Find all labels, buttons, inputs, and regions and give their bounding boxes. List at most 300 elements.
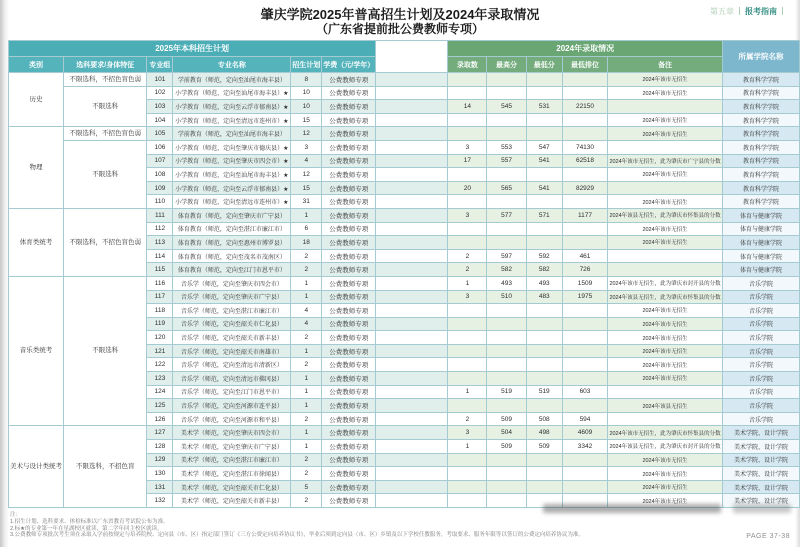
- cell-admitted: 17: [448, 154, 487, 168]
- cell-remark: 2024年该县无招生，此为肇庆市怀集县的分数: [608, 290, 723, 304]
- cell-group: 123: [147, 372, 173, 386]
- cell-major: 美术学（师范，定向至韶关市新丰县）: [173, 494, 291, 508]
- cell-major: 小学教育（师范，定向至清远市连州市）★: [173, 113, 291, 127]
- cell-group: 114: [147, 249, 173, 263]
- cell-college: 美术学院、设计学院: [723, 426, 800, 440]
- cell-remark: 2024年该市无招生，此为肇庆市广宁县的分数: [608, 154, 723, 168]
- cell-admitted: 3: [448, 140, 487, 154]
- cell-min-rank: 594: [562, 412, 607, 426]
- cell-gap: [376, 113, 448, 127]
- cell-selection: 不限选科，不招色盲色弱: [64, 127, 147, 141]
- cell-gap: [376, 426, 448, 440]
- cell-min-score: 541: [526, 154, 562, 168]
- cell-gap: [376, 222, 448, 236]
- cell-major: 音乐学（师范，定向至清远市清新区）: [173, 358, 291, 372]
- cell-plan: 1: [291, 426, 322, 440]
- cell-major: 音乐学（师范，定向至江门市恩平市）: [173, 385, 291, 399]
- cell-min-score: [526, 304, 562, 318]
- admissions-table: [8, 40, 800, 508]
- cell-admitted: 14: [448, 100, 487, 114]
- header-major: 专业名称: [173, 57, 291, 73]
- cell-major: 音乐学（师范，定向至河源市连平县）: [173, 399, 291, 413]
- cell-min-score: [526, 113, 562, 127]
- cell-category: 美术与设计类统考: [9, 426, 64, 508]
- cell-min-score: [526, 480, 562, 494]
- cell-min-score: [526, 127, 562, 141]
- cell-fee: 公费教师专项: [322, 140, 376, 154]
- cell-major: 音乐学（师范，定向至韶关市南雄市）: [173, 344, 291, 358]
- cell-college: 教育科学学院: [723, 195, 800, 209]
- cell-min-rank: [562, 358, 607, 372]
- cell-group: 125: [147, 399, 173, 413]
- cell-plan: 1: [291, 440, 322, 454]
- cell-plan: 1: [291, 385, 322, 399]
- cell-remark: 2024年该市无招生: [608, 222, 723, 236]
- cell-college: 教育科学学院: [723, 113, 800, 127]
- header-group: 专业组: [147, 57, 173, 73]
- cell-fee: 公费教师专项: [322, 181, 376, 195]
- cell-min-score: [526, 86, 562, 100]
- cell-plan: 31: [291, 195, 322, 209]
- cell-group: 119: [147, 317, 173, 331]
- cell-major: 小学教育（师范，定向至云浮市郁南县）★: [173, 181, 291, 195]
- cell-remark: 2024年该市无招生: [608, 317, 723, 331]
- cell-group: 101: [147, 73, 173, 87]
- cell-gap: [376, 127, 448, 141]
- cell-admitted: [448, 317, 487, 331]
- cell-fee: 公费教师专项: [322, 154, 376, 168]
- cell-admitted: [448, 73, 487, 87]
- cell-max-score: [487, 222, 526, 236]
- cell-min-rank: 3342: [562, 440, 607, 454]
- cell-fee: 公费教师专项: [322, 236, 376, 250]
- cell-college: 教育科学学院: [723, 73, 800, 87]
- cell-min-rank: 1975: [562, 290, 607, 304]
- header-min: 最低分: [526, 57, 562, 73]
- cell-remark: 2024年该县无招生，此为肇庆市怀集县的分数: [608, 208, 723, 222]
- cell-min-score: 498: [526, 426, 562, 440]
- table-row: [9, 86, 800, 100]
- cell-max-score: 510: [487, 290, 526, 304]
- cell-group: 110: [147, 195, 173, 209]
- cell-college: 教育科学学院: [723, 127, 800, 141]
- cell-college: 体育与健康学院: [723, 222, 800, 236]
- cell-remark: 2024年该县无招生，此为肇庆市封开县的分数: [608, 440, 723, 454]
- cell-selection: 不限选科: [64, 276, 147, 426]
- header-selection: 选科要求/身体特征: [64, 57, 147, 73]
- cell-plan: 10: [291, 86, 322, 100]
- cell-college: 美术学院、设计学院: [723, 494, 800, 508]
- cell-min-score: [526, 344, 562, 358]
- cell-fee: 公费教师专项: [322, 426, 376, 440]
- cell-min-rank: [562, 317, 607, 331]
- blurred-redaction-2: [733, 504, 791, 513]
- cell-gap: [376, 399, 448, 413]
- cell-admitted: 3: [448, 426, 487, 440]
- cell-college: 教育科学学院: [723, 181, 800, 195]
- cell-admitted: [448, 195, 487, 209]
- cell-selection: 不限选科: [64, 140, 147, 208]
- cell-fee: 公费教师专项: [322, 331, 376, 345]
- cell-min-score: [526, 168, 562, 182]
- cell-college: 体育与健康学院: [723, 249, 800, 263]
- cell-college: 音乐学院: [723, 399, 800, 413]
- cell-fee: 公费教师专项: [322, 73, 376, 87]
- cell-college: 教育科学学院: [723, 100, 800, 114]
- cell-group: 109: [147, 181, 173, 195]
- cell-remark: 2024年该县无招生: [608, 399, 723, 413]
- cell-remark: 2024年该市无招生: [608, 344, 723, 358]
- cell-max-score: [487, 372, 526, 386]
- cell-plan: 5: [291, 480, 322, 494]
- cell-remark: 2024年该市无招生: [608, 494, 723, 508]
- cell-group: 132: [147, 494, 173, 508]
- cell-admitted: 2: [448, 263, 487, 277]
- cell-selection: 不限选科，不招色盲色弱: [64, 208, 147, 276]
- cell-admitted: [448, 168, 487, 182]
- cell-gap: [376, 412, 448, 426]
- cell-remark: 2024年该市无招生: [608, 195, 723, 209]
- cell-admitted: [448, 372, 487, 386]
- cell-plan: 8: [291, 73, 322, 87]
- cell-group: 124: [147, 385, 173, 399]
- cell-major: 小学教育（师范，定向至肇庆市德庆县）★: [173, 140, 291, 154]
- cell-college: 体育与健康学院: [723, 236, 800, 250]
- cell-plan: 2: [291, 249, 322, 263]
- cell-max-score: 553: [487, 140, 526, 154]
- header-category: 类别: [9, 57, 64, 73]
- cell-remark: [608, 100, 723, 114]
- cell-group: 112: [147, 222, 173, 236]
- cell-min-score: 571: [526, 208, 562, 222]
- cell-group: 103: [147, 100, 173, 114]
- cell-plan: 1: [291, 290, 322, 304]
- cell-category: 体育类统考: [9, 208, 64, 276]
- header-2025-plan: 2025年本科招生计划: [9, 41, 376, 57]
- cell-college: 音乐学院: [723, 317, 800, 331]
- cell-min-score: [526, 453, 562, 467]
- cell-fee: 公费教师专项: [322, 344, 376, 358]
- cell-min-score: [526, 317, 562, 331]
- cell-plan: 6: [291, 222, 322, 236]
- cell-min-rank: [562, 73, 607, 87]
- cell-min-score: [526, 236, 562, 250]
- cell-category: 物理: [9, 127, 64, 209]
- cell-min-rank: 603: [562, 385, 607, 399]
- cell-min-score: [526, 73, 562, 87]
- header-gap: [376, 41, 448, 73]
- cell-min-rank: 22150: [562, 100, 607, 114]
- cell-group: 127: [147, 426, 173, 440]
- cell-remark: 2024年该市无招生: [608, 236, 723, 250]
- cell-gap: [376, 154, 448, 168]
- footnote-line: 1.招生计划、选科要求、体检标准以广东省教育考试院公布为准。: [10, 518, 169, 525]
- cell-major: 体育教育（师范，定向至惠州市博罗县）: [173, 236, 291, 250]
- cell-max-score: [487, 113, 526, 127]
- title-line-2: （广东省提前批公费教师专项）: [315, 22, 484, 36]
- cell-gap: [376, 140, 448, 154]
- cell-admitted: [448, 331, 487, 345]
- header-2024-admit: 2024年录取情况: [448, 41, 723, 57]
- cell-admitted: 3: [448, 208, 487, 222]
- cell-remark: [608, 412, 723, 426]
- cell-college: 美术学院、设计学院: [723, 480, 800, 494]
- cell-gap: [376, 385, 448, 399]
- cell-min-score: 519: [526, 385, 562, 399]
- cell-admitted: 1: [448, 385, 487, 399]
- cell-min-score: 531: [526, 100, 562, 114]
- cell-min-score: 541: [526, 181, 562, 195]
- cell-fee: 公费教师专项: [322, 453, 376, 467]
- cell-max-score: [487, 480, 526, 494]
- cell-group: 117: [147, 290, 173, 304]
- cell-gap: [376, 372, 448, 386]
- cell-group: 126: [147, 412, 173, 426]
- cell-group: 106: [147, 140, 173, 154]
- cell-category: 音乐类统考: [9, 276, 64, 426]
- cell-min-score: 509: [526, 440, 562, 454]
- cell-min-rank: [562, 304, 607, 318]
- cell-remark: 2024年该市无招生: [608, 453, 723, 467]
- cell-min-score: [526, 372, 562, 386]
- cell-min-score: 547: [526, 140, 562, 154]
- cell-gap: [376, 331, 448, 345]
- cell-major: 小学教育（师范，定向至汕尾市海丰县）★: [173, 168, 291, 182]
- cell-min-rank: [562, 168, 607, 182]
- cell-group: 120: [147, 331, 173, 345]
- cell-gap: [376, 195, 448, 209]
- chapter-label: 第五章: [710, 7, 734, 16]
- cell-min-score: [526, 399, 562, 413]
- cell-admitted: 1: [448, 440, 487, 454]
- cell-admitted: [448, 304, 487, 318]
- cell-remark: 2024年该市无招生: [608, 168, 723, 182]
- cell-max-score: [487, 331, 526, 345]
- table-head: [9, 41, 800, 73]
- cell-fee: 公费教师专项: [322, 249, 376, 263]
- cell-plan: 10: [291, 100, 322, 114]
- cell-max-score: 545: [487, 100, 526, 114]
- cell-max-score: [487, 494, 526, 508]
- title-line-1: 肇庆学院2025年普高招生计划及2024年录取情况: [260, 7, 540, 22]
- cell-fee: 公费教师专项: [322, 304, 376, 318]
- cell-min-score: [526, 222, 562, 236]
- cell-min-rank: [562, 195, 607, 209]
- header-remark: 备注: [608, 57, 723, 73]
- cell-min-rank: 74130: [562, 140, 607, 154]
- cell-group: 105: [147, 127, 173, 141]
- cell-remark: 2024年该市无招生: [608, 480, 723, 494]
- cell-fee: 公费教师专项: [322, 372, 376, 386]
- cell-min-rank: 4609: [562, 426, 607, 440]
- cell-max-score: [487, 236, 526, 250]
- cell-min-score: [526, 331, 562, 345]
- cell-gap: [376, 86, 448, 100]
- cell-remark: 2024年该市无招生: [608, 73, 723, 87]
- cell-gap: [376, 358, 448, 372]
- cell-major: 美术学（师范，定向至肇庆市四会市）: [173, 426, 291, 440]
- cell-fee: 公费教师专项: [322, 399, 376, 413]
- cell-plan: 2: [291, 358, 322, 372]
- cell-min-rank: [562, 399, 607, 413]
- cell-min-rank: [562, 480, 607, 494]
- footnote-line: 2.标★的专业第一年在星湖校区就读，第二学年回主校区就读。: [10, 525, 163, 532]
- cell-gap: [376, 304, 448, 318]
- cell-admitted: [448, 467, 487, 481]
- cell-major: 体育教育（师范，定向至江门市恩平市）: [173, 263, 291, 277]
- header-max: 最高分: [487, 57, 526, 73]
- cell-remark: 2024年该市无招生: [608, 467, 723, 481]
- cell-fee: 公费教师专项: [322, 168, 376, 182]
- cell-gap: [376, 263, 448, 277]
- cell-plan: 2: [291, 263, 322, 277]
- cell-max-score: [487, 453, 526, 467]
- cell-admitted: [448, 480, 487, 494]
- cell-min-rank: [562, 113, 607, 127]
- cell-college: 教育科学学院: [723, 86, 800, 100]
- cell-fee: 公费教师专项: [322, 263, 376, 277]
- cell-min-rank: [562, 467, 607, 481]
- cell-min-score: [526, 467, 562, 481]
- cell-plan: 2: [291, 412, 322, 426]
- cell-major: 小学教育（师范，定向至清远市连州市）★: [173, 195, 291, 209]
- cell-plan: 1: [291, 208, 322, 222]
- cell-plan: 2: [291, 453, 322, 467]
- page-title: [0, 7, 800, 36]
- cell-min-rank: 726: [562, 263, 607, 277]
- cell-min-rank: 461: [562, 249, 607, 263]
- cell-min-score: 508: [526, 412, 562, 426]
- cell-min-rank: 1177: [562, 208, 607, 222]
- cell-plan: 1: [291, 372, 322, 386]
- cell-major: 美术学（师范，定向至湛江市徐闻县）: [173, 467, 291, 481]
- cell-fee: 公费教师专项: [322, 127, 376, 141]
- cell-fee: 公费教师专项: [322, 290, 376, 304]
- cell-max-score: [487, 73, 526, 87]
- cell-remark: 2024年该市无招生: [608, 304, 723, 318]
- cell-remark: [608, 181, 723, 195]
- cell-major: 美术学（师范，定向至肇庆市广宁县）: [173, 440, 291, 454]
- cell-group: 115: [147, 263, 173, 277]
- cell-gap: [376, 344, 448, 358]
- cell-gap: [376, 236, 448, 250]
- cell-remark: 2024年该市无招生，此为肇庆市怀集县的分数: [608, 426, 723, 440]
- cell-plan: 15: [291, 113, 322, 127]
- cell-remark: [608, 263, 723, 277]
- cell-major: 体育教育（师范，定向至茂名市茂南区）: [173, 249, 291, 263]
- cell-max-score: 509: [487, 412, 526, 426]
- table-row: [9, 426, 800, 440]
- cell-admitted: [448, 236, 487, 250]
- footnote-line: 3.公费教师专项批次考生须在录取入学前按规定与培养院校、定向县（市、区）指定部门签订《三方公费定向培养协议书》，毕业后须到定向县（市、区）乡镇及以下学校任教服务，考取要求、服务年限等以签订的公费定向培养协议为准。: [10, 532, 584, 539]
- cell-max-score: 509: [487, 440, 526, 454]
- cell-major: 音乐学（师范，定向至清远市佛冈县）: [173, 372, 291, 386]
- cell-min-rank: [562, 86, 607, 100]
- cell-admitted: 2: [448, 412, 487, 426]
- cell-plan: 2: [291, 467, 322, 481]
- cell-remark: [608, 385, 723, 399]
- cell-plan: 1: [291, 276, 322, 290]
- cell-admitted: [448, 358, 487, 372]
- cell-min-rank: [562, 453, 607, 467]
- cell-admitted: [448, 86, 487, 100]
- cell-min-rank: [562, 127, 607, 141]
- cell-plan: 3: [291, 140, 322, 154]
- cell-fee: 公费教师专项: [322, 467, 376, 481]
- cell-fee: 公费教师专项: [322, 385, 376, 399]
- cell-remark: 2024年该市无招生: [608, 358, 723, 372]
- cell-remark: 2024年该市无招生: [608, 86, 723, 100]
- cell-gap: [376, 168, 448, 182]
- cell-group: 104: [147, 113, 173, 127]
- cell-remark: 2024年该市无招生: [608, 331, 723, 345]
- header-fee: 学费（元/学年）: [322, 57, 376, 73]
- footnote-line: 注：: [10, 512, 22, 518]
- cell-gap: [376, 467, 448, 481]
- cell-college: 音乐学院: [723, 372, 800, 386]
- cell-group: 130: [147, 467, 173, 481]
- cell-fee: 公费教师专项: [322, 480, 376, 494]
- cell-admitted: [448, 127, 487, 141]
- cell-admitted: [448, 344, 487, 358]
- cell-min-rank: 1509: [562, 276, 607, 290]
- cell-major: 音乐学（师范，定向至肇庆市广宁县）: [173, 290, 291, 304]
- cell-major: 音乐学（师范，定向至河源市和平县）: [173, 412, 291, 426]
- cell-selection: 不限选科: [64, 86, 147, 127]
- cell-major: 音乐学（师范，定向至肇庆市四会市）: [173, 276, 291, 290]
- cell-admitted: 2: [448, 249, 487, 263]
- cell-remark: 2024年该市无招生: [608, 372, 723, 386]
- cell-min-score: 483: [526, 290, 562, 304]
- cell-gap: [376, 100, 448, 114]
- cell-admitted: [448, 399, 487, 413]
- cell-college: 美术学院、设计学院: [723, 467, 800, 481]
- cell-min-score: 493: [526, 276, 562, 290]
- cell-major: 美术学（师范，定向至韶关市仁化县）: [173, 480, 291, 494]
- cell-min-rank: [562, 222, 607, 236]
- cell-plan: 15: [291, 181, 322, 195]
- cell-plan: 4: [291, 304, 322, 318]
- cell-min-rank: [562, 372, 607, 386]
- cell-gap: [376, 249, 448, 263]
- cell-min-rank: [562, 331, 607, 345]
- cell-college: 音乐学院: [723, 344, 800, 358]
- cell-remark: [608, 140, 723, 154]
- cell-max-score: [487, 127, 526, 141]
- cell-major: 小学教育（师范，定向至汕尾市海丰县）★: [173, 86, 291, 100]
- cell-fee: 公费教师专项: [322, 358, 376, 372]
- table-row: [9, 127, 800, 141]
- cell-group: 102: [147, 86, 173, 100]
- cell-min-score: [526, 195, 562, 209]
- cell-gap: [376, 453, 448, 467]
- cell-max-score: 582: [487, 263, 526, 277]
- cell-fee: 公费教师专项: [322, 317, 376, 331]
- cell-max-score: 493: [487, 276, 526, 290]
- cell-remark: [608, 249, 723, 263]
- cell-admitted: [448, 113, 487, 127]
- cell-plan: 18: [291, 236, 322, 250]
- table-row: [9, 208, 800, 222]
- cell-group: 121: [147, 344, 173, 358]
- cell-group: 116: [147, 276, 173, 290]
- cell-college: 音乐学院: [723, 290, 800, 304]
- cell-college: 音乐学院: [723, 412, 800, 426]
- cell-gap: [376, 440, 448, 454]
- cell-selection: 不限选科，不招色盲: [64, 426, 147, 508]
- cell-max-score: [487, 467, 526, 481]
- cell-fee: 公费教师专项: [322, 100, 376, 114]
